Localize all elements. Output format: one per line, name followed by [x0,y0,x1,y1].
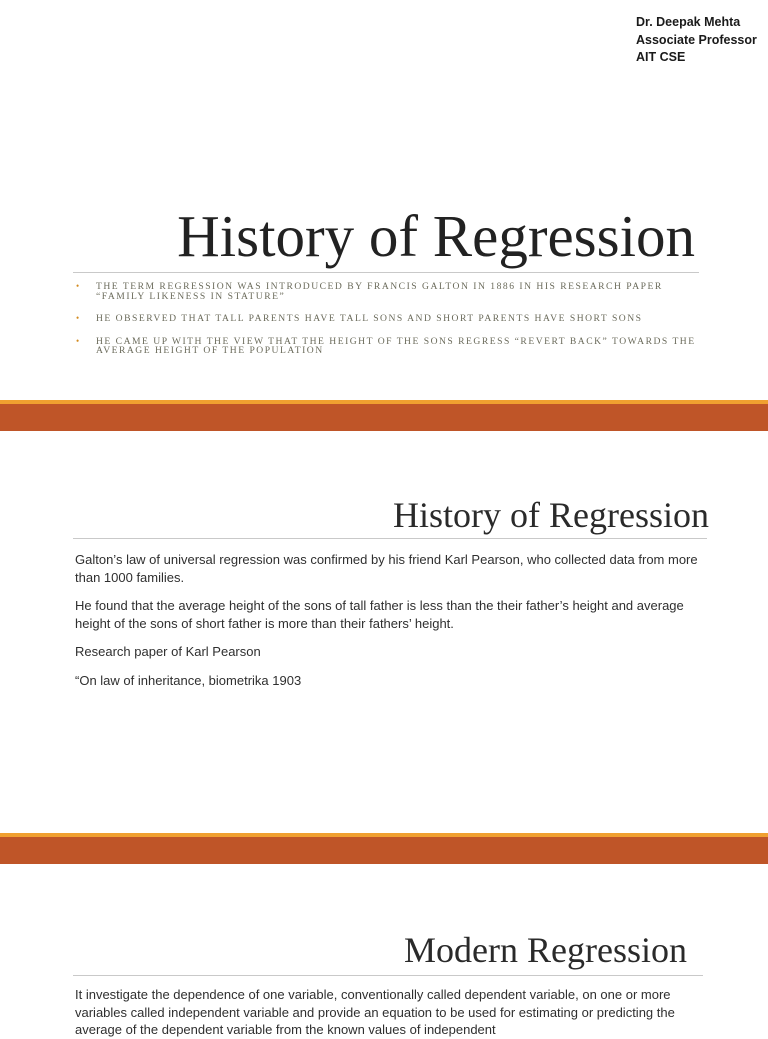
slide2-body [75,551,715,700]
paragraph: Research paper of Karl Pearson [75,644,261,659]
slide2-divider [73,538,707,539]
slide2-title: History of Regression [393,495,709,535]
slide3-body: It investigate the dependence of one variable, conventionally called dependent variable, on one or more variables called independent variable and provide an equation to be used for estimating or predicting the average of the dependent variable from the known values of independent [75,987,675,1037]
author-name: Dr. Deepak Mehta [636,15,741,29]
bullet-item [76,282,701,301]
bullet-icon: • [76,313,81,324]
bullet-item [76,314,701,324]
slide-separator [0,404,768,431]
paragraph: Galton’s law of universal regression was confirmed by his friend Karl Pearson, who collected data from more than 1000 families. [75,552,698,585]
author-position: Associate Professor [636,32,757,47]
slide1-title: History of Regression [177,203,695,269]
slide1-divider [73,272,699,273]
author-institute: AIT CSE [636,50,686,64]
bullet-text: HE OBSERVED THAT TALL PARENTS HAVE TALL SONS AND SHORT PARENTS HAVE SHORT SONS [96,313,643,325]
paragraph: “On law of inheritance, biometrika 1903 [75,672,302,688]
bullet-text: THE TERM REGRESSION WAS INTRODUCED BY FRANCIS GALTON IN 1886 IN HIS RESEARCH PAPER “FAMILY LIKENESS IN STATURE” [96,281,663,302]
paragraph: He found that the average height of the sons of tall father is less than the their father’s height and average height of the sons of short father is more than their fathers’ height. [75,598,684,631]
author-info [636,14,757,67]
slide-separator [0,837,768,864]
bullet-item [76,337,701,356]
bullet-text: HE CAME UP WITH THE VIEW THAT THE HEIGHT OF THE SONS REGRESS “REVERT BACK” TOWARDS THE AVERAGE HEIGHT OF THE POPULATION [96,335,696,357]
bullet-icon: • [76,281,81,291]
bullet-icon: • [76,335,81,346]
slide3-divider [73,975,703,976]
slide1-bullet-list [76,282,701,369]
slide3-title: Modern Regression [404,930,687,970]
